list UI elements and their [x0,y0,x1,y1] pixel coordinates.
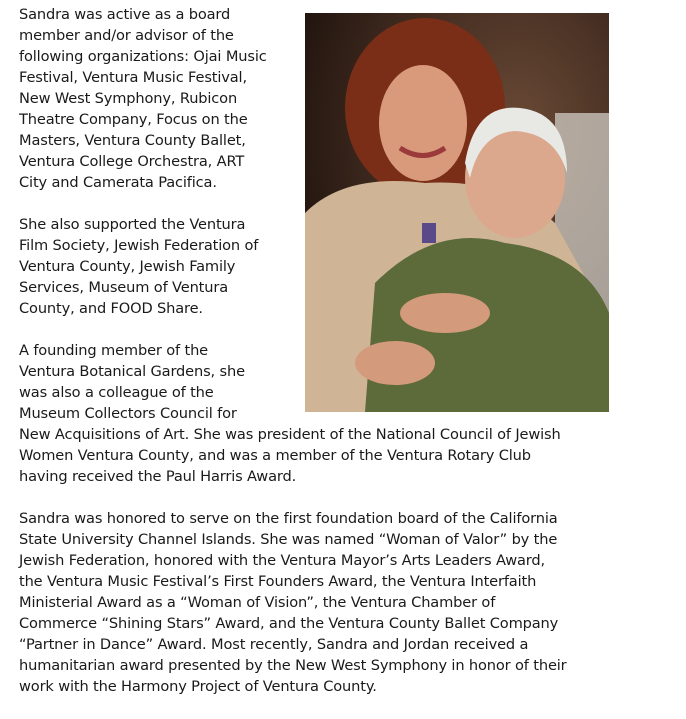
text-line: following organizations: Ojai Music [19,48,267,65]
text-line: humanitarian award presented by the New West Symphony in honor of their [19,657,567,674]
text-line: New West Symphony, Rubicon [19,90,238,107]
text-line: Jewish Federation, honored with the Ventura Mayor’s Arts Leaders Award, [19,552,545,569]
document-body [19,4,567,697]
text-line: was also a colleague of the [19,384,214,401]
text-line: Ventura Botanical Gardens, she [19,363,245,380]
paragraph-honors [19,508,567,697]
text-line: Masters, Ventura County Ballet, [19,132,246,149]
text-line: City and Camerata Pacifica. [19,174,217,191]
text-line: the Ventura Music Festival’s First Founders Award, the Ventura Interfaith [19,573,537,590]
text-line: She also supported the Ventura [19,216,246,233]
text-line: Theatre Company, Focus on the [19,111,248,128]
text-line: A founding member of the [19,342,209,359]
text-line: Film Society, Jewish Federation of [19,237,259,254]
text-line: New Acquisitions of Art. She was president of the National Council of Jewish [19,426,561,443]
text-line: Commerce “Shining Stars” Award, and the Ventura County Ballet Company [19,615,559,632]
paragraph-board-memberships [19,4,567,193]
text-line: “Partner in Dance” Award. Most recently, Sandra and Jordan received a [19,636,529,653]
text-line: member and/or advisor of the [19,27,234,44]
text-line: Ventura County, Jewish Family [19,258,236,275]
text-line: County, and FOOD Share. [19,300,203,317]
text-line: Services, Museum of Ventura [19,279,228,296]
text-line: Ventura College Orchestra, ART [19,153,245,170]
text-line: Museum Collectors Council for [19,405,237,422]
text-line: State University Channel Islands. She was named “Woman of Valor” by the [19,531,558,548]
paragraph-supported-organizations [19,214,567,319]
text-line: having received the Paul Harris Award. [19,468,297,485]
text-line: Women Ventura County, and was a member of the Ventura Rotary Club [19,447,531,464]
text-line: Sandra was honored to serve on the first foundation board of the California [19,510,558,527]
text-line: Festival, Ventura Music Festival, [19,69,247,86]
text-line: Sandra was active as a board [19,6,231,23]
paragraph-founding-member [19,340,567,487]
text-line: work with the Harmony Project of Ventura County. [19,678,377,695]
text-line: Ministerial Award as a “Woman of Vision”, the Ventura Chamber of [19,594,496,611]
